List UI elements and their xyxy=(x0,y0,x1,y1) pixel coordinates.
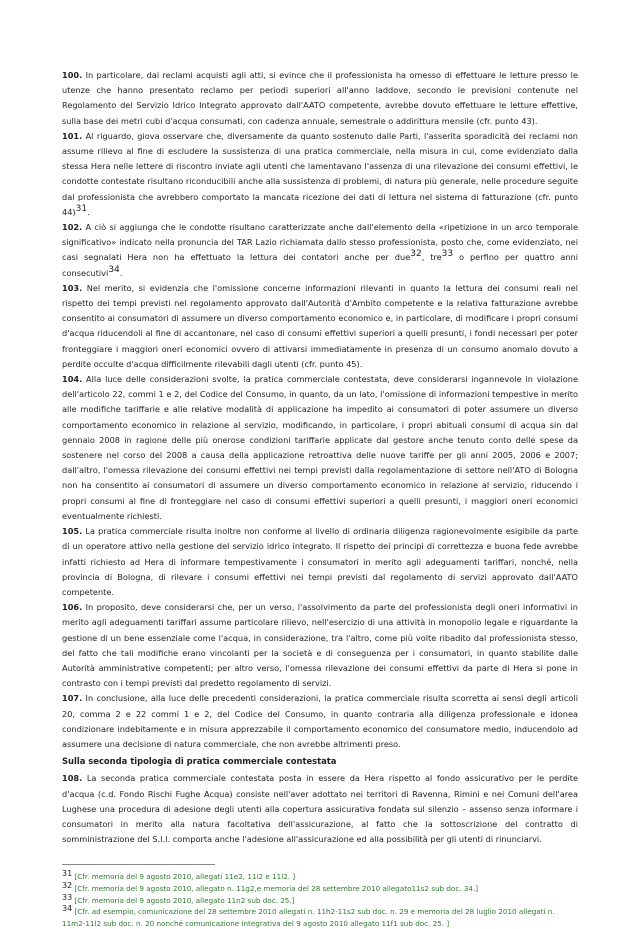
footnote-text[interactable]: [Cfr. ad esempio, comunicazione del 28 settembre 2010 allegati n. 11h2-11s2 sub doc. n. 29 e memoria del 28 luglio 2010 allegati n. 11m2-11l2 sub doc. n. 20 nonché comunicazione integrativa del 9 agosto 2010 allegato 11f1 sub doc. 25. ] xyxy=(62,907,555,928)
paragraph-103 xyxy=(62,281,578,372)
paragraph-number: 100. xyxy=(62,70,83,80)
paragraph-number: 108. xyxy=(62,773,83,784)
footnote-33 xyxy=(62,892,578,907)
footnote-34 xyxy=(62,906,578,929)
paragraph-text-mid: , tre xyxy=(421,252,442,263)
paragraph-104 xyxy=(62,372,578,524)
footnote-ref-32[interactable]: 32 xyxy=(410,249,422,260)
footnote-number: 32 xyxy=(62,880,73,890)
paragraph-number: 103. xyxy=(62,282,83,293)
paragraph-number: 107. xyxy=(62,693,83,704)
footnote-number: 34 xyxy=(62,904,73,914)
paragraph-107 xyxy=(62,691,578,752)
paragraph-text: In particolare, dai reclami acquisti agli atti, si evince che il professionista ha omesso di effettuare le letture presso le utenze che hanno presentato reclamo per periodi superiori all'anno laddove, secondo le previsioni contenute nel Regolamento del Servizio Idrico Integrato approvato dall'AATO competente, avrebbe dovuto effettuare le letture effettive, sulla base dei metri cubi d'acqua consumati, con cadenza annuale, semestrale o addirittura mensile (cfr. punto 43). xyxy=(62,70,578,126)
paragraph-text: In proposito, deve considerarsi che, per un verso, l'assolvimento da parte del professionista degli oneri informativi in merito agli adeguamenti tariffari assume particolare rilievo, nell'esercizio di una attività in monopolio legale e riguardante la gestione di un bene essenziale come l'acqua, in considerazione, tra l'altro, come più volte ribadito dal professionista stesso, del fatto che tali modifiche erano vincolanti per la società e di conseguenza per i consumatori, in quanto stabilite dalle Autorità amministrative competenti; per altro verso, l'omessa rilevazione dei consumi effettivi da parte di Hera si pone in contrasto con i tempi previsti dal predetto regolamento di servizi. xyxy=(62,602,578,689)
paragraph-106 xyxy=(62,600,578,691)
footnote-divider xyxy=(62,864,215,865)
footnote-31 xyxy=(62,871,578,883)
footnote-ref-31[interactable]: 31 xyxy=(75,203,88,214)
footnote-text[interactable]: [Cfr. memoria del 9 agosto 2010, allegato 11n2 sub doc. 25.] xyxy=(72,895,295,905)
paragraph-text-mid2: o perfino per quattro anni consecutivi xyxy=(62,252,578,278)
paragraph-number: 105. xyxy=(62,526,83,537)
paragraph-text: In conclusione, alla luce delle precedenti considerazioni, la pratica commerciale risulta scorretta ai sensi degli articoli 20, comma 2 e 22 commi 1 e 2, del Codice del Consumo, in quanto contraria alla diligenza professionale e idonea condizionare indebitamente e in misura apprezzabile il comportamento economico del consumatore medio, inducendolo ad assumere una decisione di natura commerciale, che non avrebbe altrimenti preso. xyxy=(62,693,578,749)
paragraph-number: 102. xyxy=(62,222,83,233)
footnote-number: 31 xyxy=(62,869,73,879)
paragraph-101 xyxy=(62,129,578,220)
footnote-number: 33 xyxy=(62,892,73,902)
paragraph-105 xyxy=(62,524,578,600)
document-page xyxy=(62,68,578,929)
section-heading: Sulla seconda tipologia di pratica commerciale contestata xyxy=(62,756,337,767)
footnote-text[interactable]: [Cfr. memoria del 9 agosto 2010, allegato n. 11g2,e memoria del 28 settembre 2010 allegato11s2 sub doc. 34.] xyxy=(72,883,479,893)
paragraph-100 xyxy=(62,68,578,129)
paragraph-end: . xyxy=(119,267,123,278)
paragraph-102 xyxy=(62,220,578,281)
paragraph-text: Al riguardo, giova osservare che, diversamente da quanto sostenuto dalle Parti, l'asserita sporadicità dei reclami non assume rilievo al fine di escludere la sussistenza di una pratica commerciale, nella misura in cui, come evidenziato dalla stessa Hera nelle lettere di riscontro inviate agli utenti che lamentavano l'assenza di una rilevazione dei consumi effettivi, le condotte contestate risultano riconducibili anche alla sussistenza di problemi, di natura più generale, nelle procedure seguite dal professionista che avrebbero comportato la mancata ricezione dei dati di lettura nel sistema di fatturazione (cfr. punto 44) xyxy=(62,130,578,217)
paragraph-108 xyxy=(62,771,578,847)
paragraph-number: 101. xyxy=(62,130,83,141)
footnote-text[interactable]: [Cfr. memoria del 9 agosto 2010, allegati 11e2, 11i2 e 11l2. ] xyxy=(72,872,296,882)
paragraph-number: 106. xyxy=(62,602,83,613)
paragraph-text: Nel merito, si evidenzia che l'omissione concerne informazioni rilevanti in quanto la lettura dei consumi reali nel rispetto dei tempi previsti nel regolamento approvato dall'Autorità d'Ambito competente e la relativa fatturazione avrebbe consentito ai consumatori di assumere un diverso comportamento economico e, in particolare, di modificare i propri consumi d'acqua riducendoli al fine di accantonare, nel caso di consumi effettivi superiori a quelli presunti, i fondi necessari per poter fronteggiare i maggiori oneri economici ovvero di attivarsi immediatamente in presenza di un consumo anomalo dovuto a perdite occulte d'acqua difficilmente rilevabili dagli utenti (cfr. punto 45). xyxy=(62,282,578,369)
footnote-ref-33[interactable]: 33 xyxy=(441,249,454,260)
paragraph-end: . xyxy=(87,206,90,217)
paragraph-text: A ciò si aggiunga che le condotte risultano caratterizzate anche dall'elemento della «ripetizione in un arco temporale significativo» indicato nella pronuncia del TAR Lazio richiamata dallo stesso professionista, posto che, come evidenziato, nei casi segnalati Hera non ha effettuato la lettura dei contatori anche per due xyxy=(62,222,578,263)
paragraph-text: La seconda pratica commerciale contestata posta in essere da Hera rispetto al fondo assicurativo per le perdite d'acqua (c.d. Fondo Rischi Fughe Acqua) consiste nell'aver adottato nei territori di Ravenna, Rimini e nei Comuni dell'area Lughese una procedura di adesione degli utenti alla copertura assicurativa fondata sul silenzio – assenso senza informare i consumatori in merito alla natura facoltativa dell'assicurazione, al fatto che la sottoscrizione del contratto di somministrazione del S.I.I. comporta anche l'adesione all'assicurazione ed alla possibilità per gli utenti di rinunciarvi. xyxy=(62,773,578,845)
paragraph-text: Alla luce delle considerazioni svolte, la pratica commerciale contestata, deve considerarsi ingannevole in violazione dell'articolo 22, commi 1 e 2, del Codice del Consumo, in quanto, da un lato, l'omissione di informazioni tempestive in merito alle modifiche tariffarie e alle relative modalità di applicazione ha impedito ai consumatori di poter assumere un diverso comportamento economico in relazione al servizio, modificando, in particolare, i propri abituali consumi di acqua sin dal gennaio 2008 in ragione delle più onerose condizioni tariffarie applicate dal gestore anche tenuto conto delle spese da sostenere nel corso del 2008 a causa della applicazione retroattiva delle nuove tariffe per gli anni 2005, 2006 e 2007; dall'altro, l'omessa rilevazione dei consumi effettivi nei tempi previsti dalla regolamentazione di settore nell'ATO di Bologna non ha consentito ai consumatori di assumere un diverso comportamento economico in relazione al servizio, riducendo i propri consumi al fine di fronteggiare nel caso di consumi effettivi superiori a quelli presunti, i maggiori oneri economici eventualmente richiesti. xyxy=(62,374,578,521)
paragraph-number: 104. xyxy=(62,374,83,385)
footnote-ref-34[interactable]: 34 xyxy=(108,264,120,275)
footnote-32 xyxy=(62,880,578,895)
paragraph-text: La pratica commerciale risulta inoltre non conforme al livello di ordinaria diligenza ragionevolmente esigibile da parte di un operatore attivo nella gestione del servizio idrico integrato. Il rispetto dei principi di correttezza e buona fede avrebbe infatti richiesto ad Hera di informare tempestivamente i consumatori in merito agli adeguamenti tariffari, nonché, nella provincia di Bologna, di rilevare i consumi effettivi nei tempi previsti dal regolamento di servizi approvato dall'AATO competente. xyxy=(62,526,578,597)
